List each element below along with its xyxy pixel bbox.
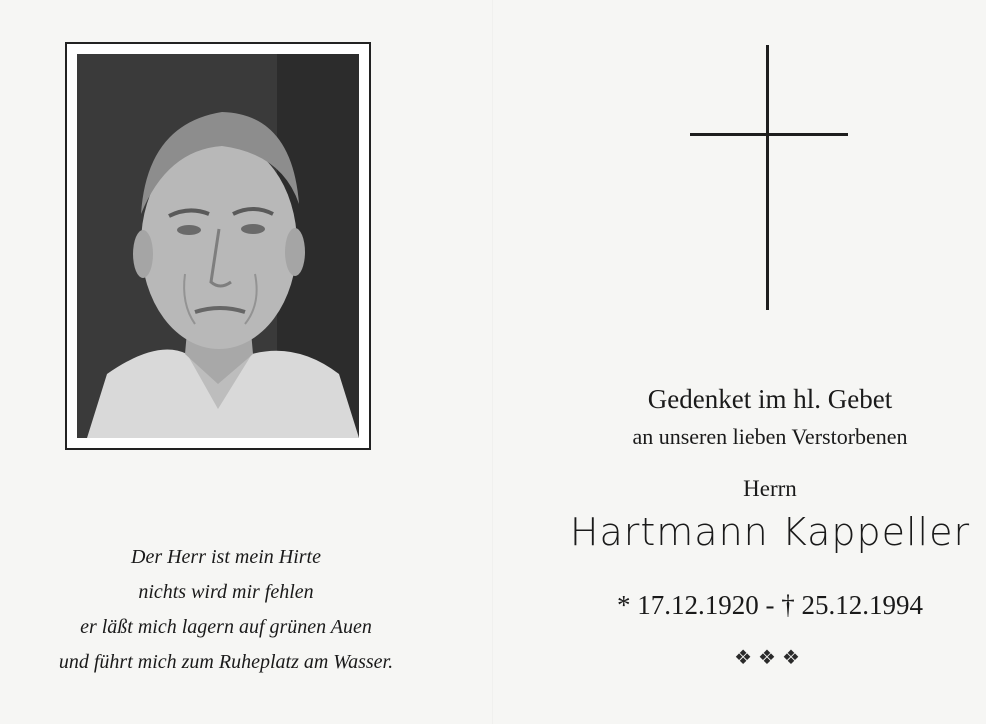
- portrait-photo: [77, 54, 359, 438]
- deceased-name: Hartmann Kappeller: [569, 510, 971, 554]
- psalm-verse: [0, 540, 452, 680]
- card-fold: [492, 0, 494, 724]
- portrait-frame: [65, 42, 371, 450]
- verse-line: nichts wird mir fehlen: [138, 581, 314, 603]
- ornament-icon: ❖❖❖: [734, 647, 806, 669]
- verse-line: und führt mich zum Ruheplatz am Wasser.: [58, 651, 394, 673]
- remembrance-heading: Gedenket im hl. Gebet: [647, 384, 893, 414]
- verse-line: er läßt mich lagern auf grünen Auen: [80, 616, 372, 638]
- verse-line: Der Herr ist mein Hirte: [131, 546, 321, 568]
- salutation: Herrn: [743, 476, 797, 501]
- remembrance-subheading: an unseren lieben Verstorbenen: [632, 424, 908, 449]
- cross-horizontal-beam: [690, 133, 848, 136]
- cross-vertical-beam: [766, 45, 769, 310]
- life-dates: * 17.12.1920 - † 25.12.1994: [617, 590, 923, 620]
